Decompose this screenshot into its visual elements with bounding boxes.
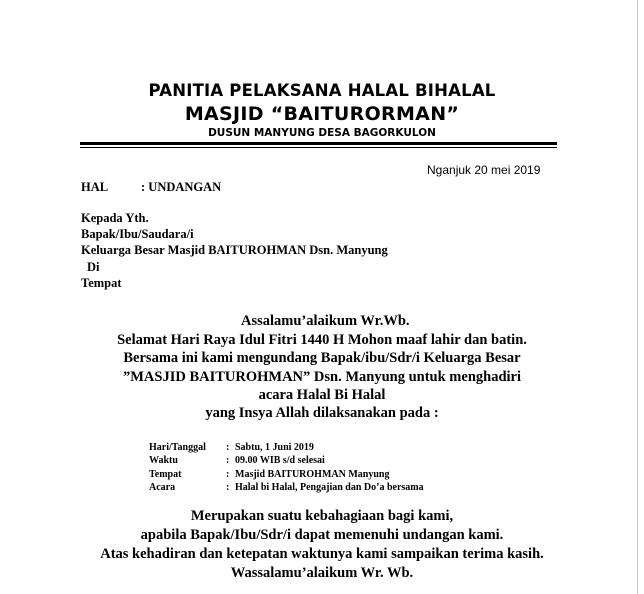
recipient-line: Tempat [81,276,122,290]
detail-colon: : [226,455,230,466]
body-line: ”MASJID BAITUROHMAN” Dsn. Manyung untuk menghadiri [122,369,521,385]
greeting: Assalamu’alaikum Wr.Wb. [241,313,410,329]
closing-line: Merupakan suatu kebahagiaan bagi kami, [190,508,454,524]
mosque-title: MASJID “BAITURORMAN” [184,103,460,125]
detail-colon: : [226,469,230,480]
recipient-line: Di [87,260,100,274]
detail-value: 09.00 WIB s/d selesai [235,455,325,466]
detail-label: Tempat [149,469,182,480]
letterhead-rule-thin [80,147,557,148]
letter-date: Nganjuk 20 mei 2019 [427,163,541,177]
detail-value: Sabtu, 1 Juni 2019 [235,442,314,453]
detail-value: Masjid BAITUROHMAN Manyung [235,469,390,480]
closing-line: apabila Bapak/Ibu/Sdr/i dapat memenuhi undangan kami. [140,527,504,543]
body-line: yang Insya Allah dilaksanakan pada : [205,405,439,421]
detail-colon: : [226,442,230,453]
recipient-line: Kepada Yth. [81,211,149,225]
body-line: acara Halal Bi Halal [258,387,386,403]
recipient-line: Bapak/Ibu/Saudara/i [81,227,194,241]
recipient-line: Keluarga Besar Masjid BAITUROHMAN Dsn. Manyung [81,243,388,257]
closing-line: Wassalamu’alaikum Wr. Wb. [230,565,414,581]
location-subtitle: DUSUN MANYUNG DESA BAGORKULON [208,127,436,139]
detail-label: Acara [149,482,176,493]
body-line: Bersama ini kami mengundang Bapak/ibu/Sdr/i Keluarga Besar [123,350,521,366]
committee-title: PANITIA PELAKSANA HALAL BIHALAL [148,81,496,100]
detail-colon: : [226,482,230,493]
body-line: Selamat Hari Raya Idul Fitri 1440 H Mohon maaf lahir dan batin. [117,332,527,348]
subject-value: : UNDANGAN [141,180,222,194]
closing-line: Atas kehadiran dan ketepatan waktunya kami sampaikan terima kasih. [100,546,544,562]
detail-label: Hari/Tanggal [149,442,206,453]
letterhead-rule-thick [80,142,557,145]
subject-label: HAL [81,180,109,194]
detail-value: Halal bi Halal, Pengajian dan Do’a bersama [235,482,424,493]
detail-label: Waktu [149,455,178,466]
